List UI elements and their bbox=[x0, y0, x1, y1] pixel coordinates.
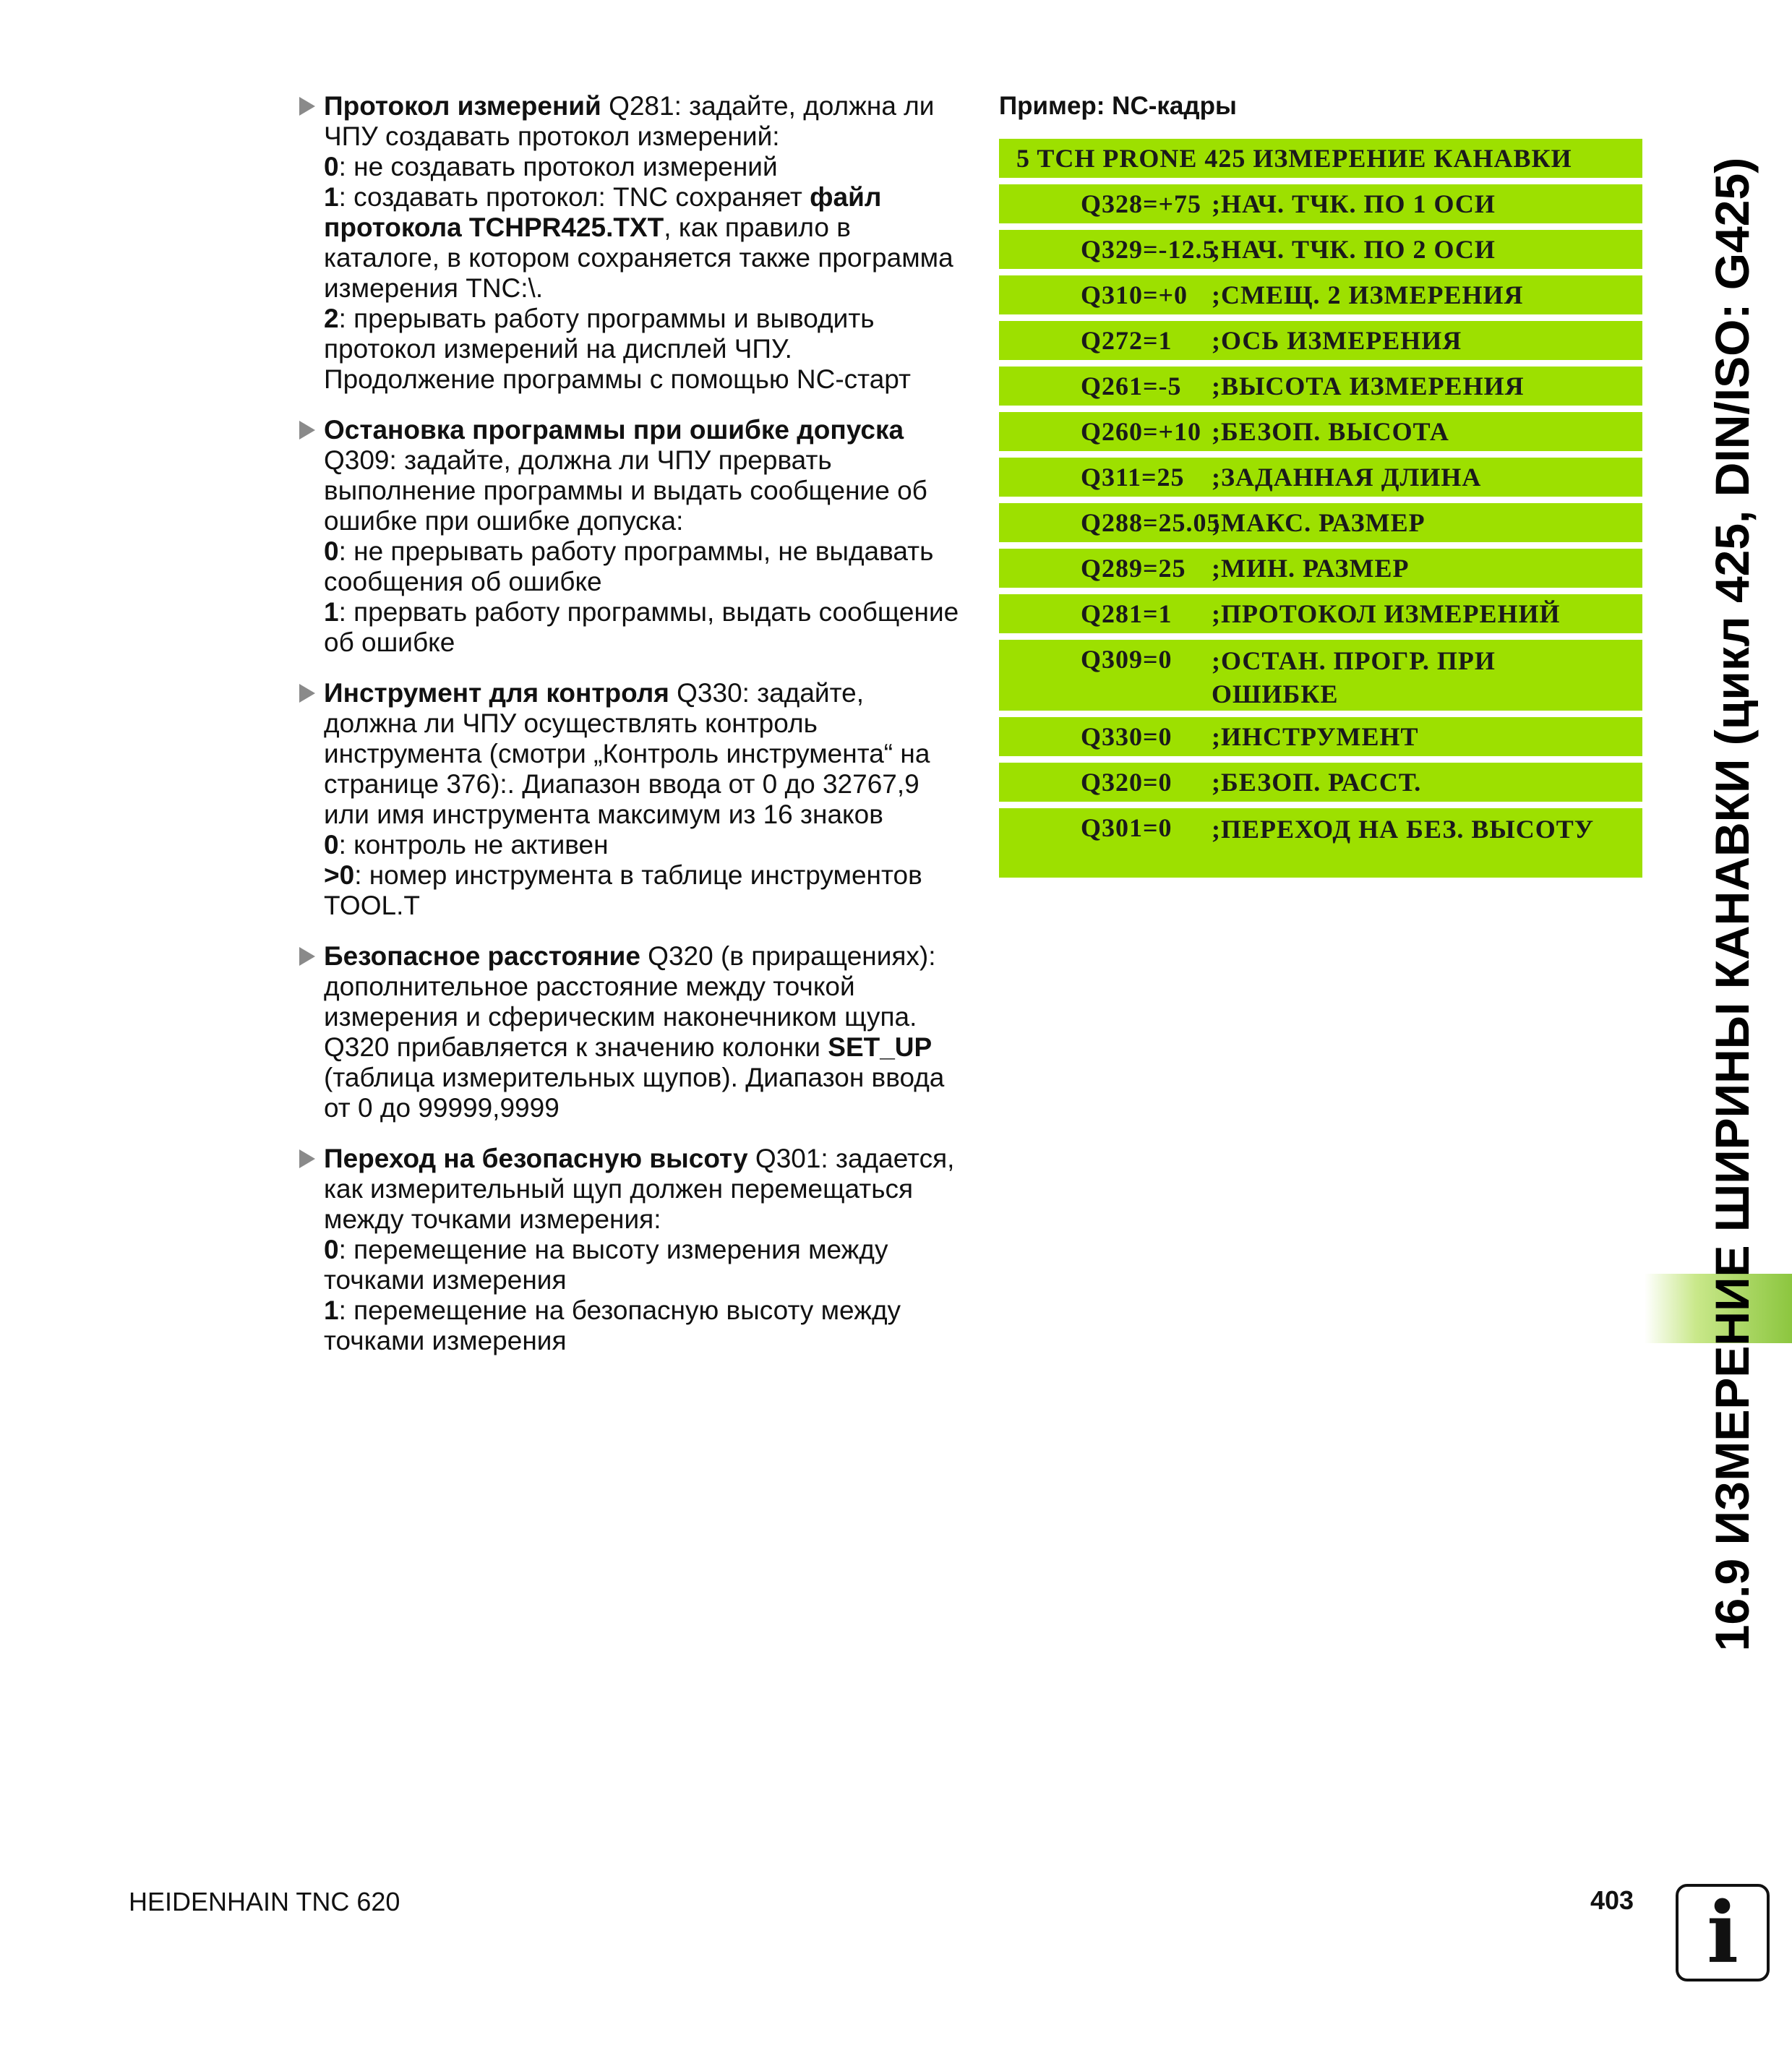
param-option: 1: создавать протокол: TNC сохраняет файл протокола TCHPR425.TXT, как правило в каталоге, в котором сохраняется также программа измерения TNC:\. bbox=[324, 182, 953, 303]
nc-comment: ;МАКС. РАЗМЕР bbox=[1212, 508, 1426, 537]
nc-comment: ;МИН. РАЗМЕР bbox=[1212, 554, 1410, 583]
param-item-q320 bbox=[296, 941, 961, 1123]
param-option: 1: прервать работу программы, выдать сообщение об ошибке bbox=[324, 597, 959, 657]
nc-comment: ;ВЫСОТА ИЗМЕРЕНИЯ bbox=[1212, 372, 1525, 400]
param-name: Остановка программы при ошибке допуска bbox=[324, 415, 904, 445]
example-title: Пример: NC-кадры bbox=[999, 92, 1237, 120]
param-intro: Переход на безопасную высоту Q301: задается, как измерительный щуп должен перемещаться между точками измерения: bbox=[324, 1144, 955, 1234]
chapter-side-title: 16.9 ИЗМЕРЕНИЕ ШИРИНЫ КАНАВКИ (цикл 425, DIN/ISO: G425) bbox=[1705, 157, 1759, 1652]
nc-param: Q289=25 bbox=[1081, 554, 1186, 583]
nc-row bbox=[999, 763, 1642, 802]
nc-param: Q328=+75 bbox=[1081, 189, 1202, 218]
nc-row bbox=[999, 594, 1642, 633]
nc-example bbox=[999, 90, 1642, 884]
nc-param: Q330=0 bbox=[1081, 722, 1172, 751]
nc-comment: ;ОСЬ ИЗМЕРЕНИЯ bbox=[1212, 326, 1462, 355]
nc-param: Q310=+0 bbox=[1081, 280, 1188, 309]
param-option: 1: перемещение на безопасную высоту между точками измерения bbox=[324, 1295, 901, 1355]
nc-row bbox=[999, 503, 1642, 542]
nc-row bbox=[999, 458, 1642, 497]
nc-param: Q281=1 bbox=[1081, 599, 1172, 628]
param-name: Инструмент для контроля bbox=[324, 678, 669, 708]
nc-row bbox=[999, 640, 1642, 711]
nc-row bbox=[999, 367, 1642, 406]
param-option: 0: не прерывать работу программы, не выдавать сообщения об ошибке bbox=[324, 536, 934, 596]
nc-comment: ;ИНСТРУМЕНТ bbox=[1212, 722, 1419, 751]
nc-row bbox=[999, 275, 1642, 314]
nc-row bbox=[999, 230, 1642, 269]
nc-header-row: 5 TCH PRONE 425 ИЗМЕРЕНИЕ КАНАВКИ bbox=[999, 139, 1642, 178]
param-intro: Инструмент для контроля Q330: задайте, должна ли ЧПУ осуществлять контроль инструмента (смотри „Контроль инструмента“ на странице 376):. Диапазон ввода от 0 до 32767,9 или имя инструмента максимум из 16 знаков bbox=[324, 678, 930, 829]
parameter-list bbox=[296, 91, 961, 1376]
param-item-q301 bbox=[296, 1144, 961, 1356]
param-intro: Безопасное расстояние Q320 (в приращениях): дополнительное расстояние между точкой измерения и сферическим наконечником щупа. Q320 прибавляется к значению колонки SET_UP (таблица измерительных щупов). Диапазон ввода от 0 до 99999,9999 bbox=[324, 941, 945, 1123]
nc-row bbox=[999, 717, 1642, 756]
nc-param: Q261=-5 bbox=[1081, 372, 1182, 400]
page-number: 403 bbox=[1590, 1885, 1634, 1915]
nc-param: Q311=25 bbox=[1081, 463, 1185, 492]
param-name: Протокол измерений bbox=[324, 91, 601, 121]
param-name: Переход на безопасную высоту bbox=[324, 1144, 748, 1173]
triangle-arrow-icon bbox=[299, 684, 315, 703]
nc-param: Q309=0 bbox=[1081, 645, 1172, 674]
triangle-arrow-icon bbox=[299, 947, 315, 966]
nc-param: Q301=0 bbox=[1081, 813, 1172, 842]
param-name: Безопасное расстояние bbox=[324, 941, 640, 971]
nc-param: Q329=-12.5 bbox=[1081, 235, 1217, 264]
param-item-q281 bbox=[296, 91, 961, 395]
param-item-q309: Остановка программы при ошибке допуска Q309: задайте, должна ли ЧПУ прервать выполнение программы и выдать сообщение об ошибке при ошибке допуска: 0: не прерывать работу программы, не выдавать сообщения об ошибке 1: прервать работу программы, выдать сообщение об ошибке bbox=[296, 415, 961, 658]
param-intro: Протокол измерений Q281: задайте, должна ли ЧПУ создавать протокол измерений: bbox=[324, 91, 935, 151]
param-item-q330 bbox=[296, 678, 961, 921]
nc-row bbox=[999, 412, 1642, 451]
param-intro bbox=[324, 415, 961, 445]
triangle-arrow-icon bbox=[299, 97, 315, 116]
nc-param: Q288=25.05 bbox=[1081, 508, 1221, 537]
nc-comment: ;НАЧ. ТЧК. ПО 1 ОСИ bbox=[1212, 189, 1496, 218]
nc-comment: ;ПРОТОКОЛ ИЗМЕРЕНИЙ bbox=[1212, 599, 1561, 628]
nc-comment: ;ПЕРЕХОД НА БЕЗ. ВЫСОТУ bbox=[1212, 815, 1595, 844]
nc-comment: ;ЗАДАННАЯ ДЛИНА bbox=[1212, 463, 1482, 492]
param-option: 0: не создавать протокол измерений bbox=[324, 152, 778, 181]
param-option: 0: контроль не активен bbox=[324, 830, 609, 860]
nc-row bbox=[999, 549, 1642, 588]
nc-param: Q320=0 bbox=[1081, 768, 1172, 797]
triangle-arrow-icon bbox=[299, 1149, 315, 1168]
nc-param: Q272=1 bbox=[1081, 326, 1172, 355]
nc-comment: ;ОСТАН. ПРОГР. ПРИ ОШИБКЕ bbox=[1212, 646, 1496, 708]
nc-comment: ;НАЧ. ТЧК. ПО 2 ОСИ bbox=[1212, 235, 1496, 264]
info-icon: i bbox=[1676, 1884, 1770, 1981]
param-option: 0: перемещение на высоту измерения между точками измерения bbox=[324, 1235, 888, 1295]
nc-rows bbox=[999, 184, 1642, 878]
nc-row bbox=[999, 184, 1642, 223]
triangle-arrow-icon bbox=[299, 421, 315, 440]
param-option: >0: номер инструмента в таблице инструментов TOOL.T bbox=[324, 860, 922, 920]
param-option: 2: прерывать работу программы и выводить протокол измерений на дисплей ЧПУ. Продолжение программы с помощью NC-старт bbox=[324, 304, 911, 394]
nc-row bbox=[999, 808, 1642, 878]
nc-param: Q260=+10 bbox=[1081, 417, 1202, 446]
nc-row bbox=[999, 321, 1642, 360]
nc-comment: ;БЕЗОП. РАССТ. bbox=[1212, 768, 1422, 797]
nc-comment: ;СМЕЩ. 2 ИЗМЕРЕНИЯ bbox=[1212, 280, 1524, 309]
nc-comment: ;БЕЗОП. ВЫСОТА bbox=[1212, 417, 1449, 446]
footer-product: HEIDENHAIN TNC 620 bbox=[129, 1887, 400, 1916]
